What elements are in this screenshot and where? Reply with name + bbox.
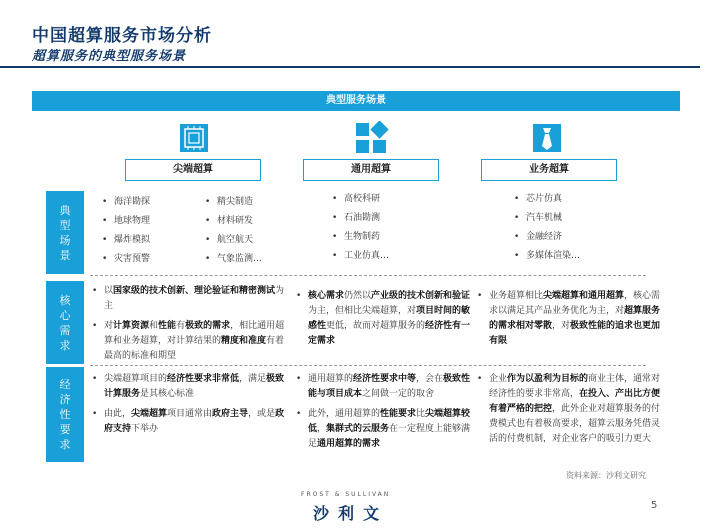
grid-blocks-icon (352, 121, 390, 155)
category-cutting-edge: 尖端超算 (125, 159, 261, 181)
economics-cutting-edge (90, 372, 290, 442)
scenarios-business (512, 191, 642, 267)
scenarios-cutting-edge-right (203, 194, 298, 270)
list-item: • 尖端超算项目的经济性要求非常低，满足极致计算服务是其核心标准 (90, 372, 290, 402)
list-item: • 此外，通用超算的性能要求比尖端超算较低，集群式的云服务在一定程度上能够满足通用超算的需求 (294, 407, 474, 452)
list-item: • 灾害预警 (100, 251, 195, 267)
core-needs-cutting-edge (90, 284, 290, 369)
source-note: 资料来源：沙利文研究 (566, 471, 646, 480)
list-item: • 生物制药 (330, 229, 450, 245)
tie-icon (528, 121, 566, 155)
economics-business (475, 372, 665, 452)
list-item: • 航空航天 (203, 232, 298, 248)
scenarios-general (330, 191, 450, 267)
list-item: • 汽车机械 (512, 210, 642, 226)
list-item: • 对计算资源和性能有极致的需求，相比通用超算和业务超算，对计算结果的精度和准度有着最高的标准和期望 (90, 319, 290, 364)
list-item: • 地球物理 (100, 213, 195, 229)
list-item: • 多媒体渲染… (512, 248, 642, 264)
list-item: • 石油勘测 (330, 210, 450, 226)
brand-logo-cn: 沙利文 (313, 504, 389, 523)
page-subtitle: 超算服务的典型服务场景 (32, 49, 187, 64)
list-item: • 精尖制造 (203, 194, 298, 210)
economics-general (294, 372, 474, 457)
row-divider (90, 275, 646, 276)
header-divider (0, 66, 700, 68)
page-number: 5 (651, 500, 658, 511)
list-item: • 高校科研 (330, 191, 450, 207)
list-item: • 工业仿真… (330, 248, 450, 264)
list-item: • 爆炸模拟 (100, 232, 195, 248)
row-label-economics: 经济性要求 (46, 367, 84, 462)
row-label-core-needs: 核心需求 (46, 281, 84, 364)
page-title: 中国超算服务市场分析 (32, 26, 212, 46)
row-label-scenarios: 典型场景 (46, 191, 84, 274)
chip-icon (175, 121, 213, 155)
list-item: • 由此，尖端超算项目通常由政府主导，或是政府支持下举办 (90, 407, 290, 437)
core-needs-business (475, 289, 665, 354)
list-item: • 通用超算的经济性要求中等，会在极致性能与项目成本之间做一定的取舍 (294, 372, 474, 402)
list-item: • 金融经济 (512, 229, 642, 245)
core-needs-general (294, 289, 474, 354)
category-business: 业务超算 (481, 159, 617, 181)
brand-logo-en: FROST & SULLIVAN (301, 491, 391, 498)
list-item: • 企业作为以盈利为目标的商业主体，通常对经济性的要求非常高，在投入、产出比方便有着严格的把控，此外企业对超算服务的付费模式也有着极高要求，超算云服务凭借灵活的付费机制，对企业客户的吸引力更大 (475, 372, 665, 447)
list-item: • 材料研发 (203, 213, 298, 229)
list-item: • 芯片仿真 (512, 191, 642, 207)
list-item: • 以国家级的技术创新、理论验证和精密测试为主 (90, 284, 290, 314)
list-item: • 海洋勘探 (100, 194, 195, 210)
list-item: • 核心需求仍然以产业级的技术创新和验证为主，但相比尖端超算，对项目时间的敏感性更低，故而对超算服务的经济性有一定需求 (294, 289, 474, 349)
list-item: • 气象监测… (203, 251, 298, 267)
list-item: • 业务超算相比尖端超算和通用超算，核心需求以满足其产品业务优化为主，对超算服务的需求相对零散，对极致性能的追求也更加有限 (475, 289, 665, 349)
scenarios-cutting-edge-left (100, 194, 195, 270)
banner-typical-scenarios: 典型服务场景 (32, 91, 680, 111)
category-general: 通用超算 (303, 159, 439, 181)
